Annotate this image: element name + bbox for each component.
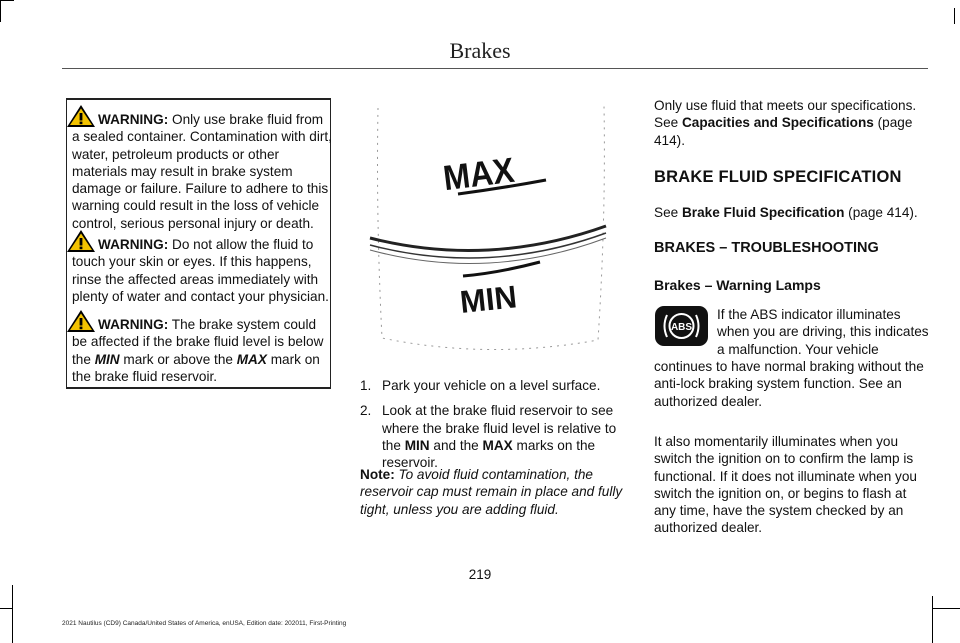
abs-lamp-description: If the ABS indicator illuminates when you are driving, this indicates a malfunction. Your vehicle [717,307,929,357]
crop-mark [0,0,1,22]
max-mark-term: MAX [482,437,513,453]
warning-label: WARNING: [98,112,169,127]
max-mark-term: MAX [236,351,267,367]
warning-text: The brake system could be affected if the brake fluid level is below the [72,317,324,367]
abs-lamp-check-paragraph: It also momentarily illuminates when you switch the ignition on to confirm the lamp is functional. If it does not illuminate when you switch the ignition on, or begins to flash at any time, have the system checked by an authorized dealer. [654,434,917,536]
warning-label: WARNING: [98,237,169,252]
brake-fluid-reservoir-illustration [368,98,608,353]
step-number: 2. [360,403,372,419]
crop-mark [932,608,960,609]
section-heading: BRAKES – TROUBLESHOOTING [654,240,879,256]
crop-mark [954,8,955,24]
abs-icon-text: ABS [670,322,693,333]
step-text: Look at the brake fluid reservoir to see where the brake fluid level is relative to the [382,403,617,453]
warning-text: Only use brake fluid from a sealed container. Contamination with dirt, water, petroleum products or other materials may result in brake system damage or failure. Failure to adhere to this warning could result in the loss of vehicle control, serious personal injury or death. [72,112,332,231]
list-item [360,402,632,471]
step-text: Park your vehicle on a level surface. [382,378,601,393]
procedure-steps [360,377,632,479]
crop-mark [12,585,13,643]
warning-triangle-icon [66,309,96,333]
crop-mark [0,608,13,609]
subsection-heading: Brakes – Warning Lamps [654,277,821,293]
warning-text: Do not allow the fluid to touch your skin or eyes. If this happens, rinse the affected areas immediately with plenty of water and contact your physician. [72,237,329,304]
specification-reference: See Brake Fluid Specification (page 414). [654,205,918,220]
warning-3 [72,309,332,385]
min-mark-term: MIN [404,437,430,453]
abs-lamp-description-continued: continues to have normal braking without the anti-lock braking system function. See an authorized dealer. [654,359,924,409]
section-heading: BRAKE FLUID SPECIFICATION [654,168,902,186]
warning-text: mark or above the [119,351,237,367]
page-title: Brakes [449,38,511,63]
warning-box-top-rule [67,98,330,100]
footer-edition-info: 2021 Nautilus (CD9) Canada/United States of America, enUSA, Edition date: 202011, First-Printing [62,620,347,627]
step-number: 1. [360,378,372,393]
max-mark-label: MAX [441,151,517,199]
crop-mark [0,0,14,1]
cross-reference-link[interactable]: Capacities and Specifications [681,115,874,131]
warning-1 [72,104,332,232]
header-rule [62,68,928,69]
warning-triangle-icon [66,104,96,128]
note [360,466,632,518]
abs-warning-lamp-icon [655,306,708,346]
note-label: Note: [360,467,395,482]
step-text: and the [429,437,483,453]
specification-intro: Only use fluid that meets our specifications. See Capacities and Specifications (page 414). [654,98,917,148]
warning-label: WARNING: [98,317,169,332]
crop-mark [932,596,933,643]
min-mark-label: MIN [458,278,519,321]
step-text: marks on the reservoir. [382,437,596,471]
warning-2 [72,229,332,305]
min-mark-term: MIN [94,351,120,367]
warning-triangle-icon [66,229,96,253]
cross-reference-link[interactable]: Brake Fluid Specification [681,205,845,220]
list-item [360,377,632,394]
warning-text: mark on the brake fluid reservoir. [72,351,320,384]
note-text: To avoid fluid contamination, the reservoir cap must remain in place and fully tight, unless you are adding fluid. [360,467,623,517]
page-number: 219 [468,567,492,582]
